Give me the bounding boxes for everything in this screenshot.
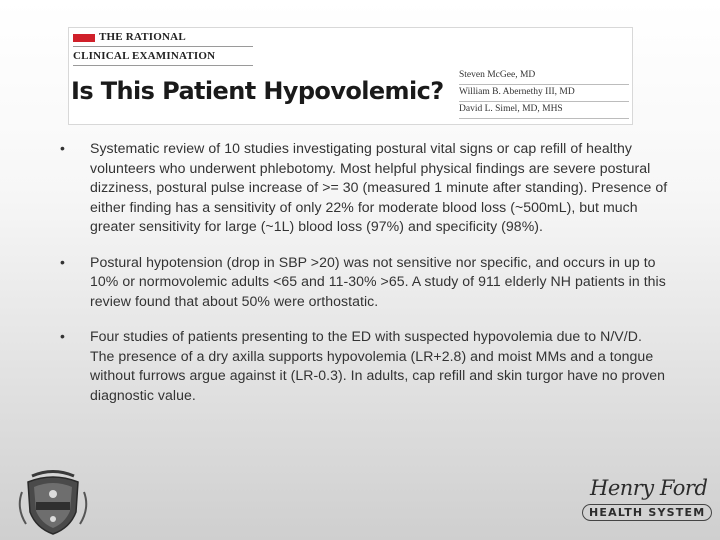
journal-accent-bar	[73, 34, 95, 42]
journal-name-line1: THE RATIONAL	[99, 31, 186, 43]
bullet-text: Postural hypotension (drop in SBP >20) was not sensitive nor specific, and occurs in up to 10% or normovolemic adults <65 and 11-30% >65. A study of 911 elderly NH patients in this review found that about 50% were orthostatic.	[90, 253, 666, 309]
logo-system-text: HEALTH SYSTEM	[582, 504, 712, 521]
bullet-marker: •	[60, 253, 65, 270]
bullet-item	[58, 327, 668, 405]
divider	[73, 46, 253, 47]
author-list	[459, 68, 629, 119]
author-name: Steven McGee, MD	[459, 68, 629, 85]
bullet-text: Four studies of patients presenting to the ED with suspected hypovolemia due to N/V/D. The presence of a dry axilla supports hypovolemia (LR+2.8) and moist MMs and a tongue without furrows argue against it (LR-0.3). In adults, cap refill and skin turgor have no proven diagnostic value.	[90, 328, 666, 403]
bullet-item	[58, 253, 668, 312]
article-title: Is This Patient Hypovolemic?	[71, 77, 444, 105]
bullet-item	[58, 139, 668, 237]
bullet-marker: •	[60, 328, 65, 344]
bullet-list	[58, 139, 668, 421]
henry-ford-health-system-logo	[578, 476, 708, 522]
journal-name-line2: CLINICAL EXAMINATION	[73, 50, 216, 62]
author-name: David L. Simel, MD, MHS	[459, 102, 629, 119]
bullet-text: Systematic review of 10 studies investigating postural vital signs or cap refill of healthy volunteers who underwent phlebotomy. Most helpful physical findings are severe postural dizziness, postural pulse increase of >= 30 (measured 1 minute after standing). Presence of either finding has a sensitivity of only 22% for moderate blood loss (~500mL), but much greater sensitivity for large (~1L) blood loss (97%) and specificity (98%).	[90, 140, 668, 234]
logo-script-text: Henry Ford	[590, 476, 708, 500]
article-header-image	[68, 27, 633, 125]
henry-ford-crest-icon	[14, 468, 92, 538]
bullet-marker: •	[60, 140, 65, 156]
author-name: William B. Abernethy III, MD	[459, 85, 629, 102]
divider	[73, 65, 253, 66]
